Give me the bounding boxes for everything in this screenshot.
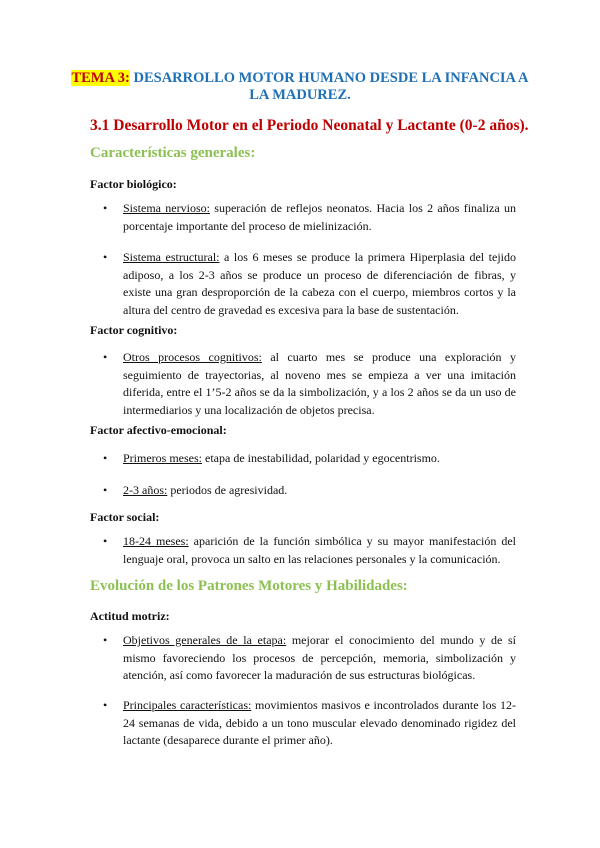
title-highlight: TEMA 3: [71,70,130,86]
bullet: • [103,350,108,364]
section-heading: 3.1 Desarrollo Motor en el Periodo Neonatal y Lactante (0-2 años). [90,117,529,134]
list-item-objetivos-generales [123,632,516,685]
item-term: 2-3 años: [123,483,168,497]
bullet: • [103,201,108,215]
factor-afectivo-heading: Factor afectivo-emocional: [90,423,227,437]
bullet: • [103,250,108,264]
list-item-18-24-meses [123,533,516,568]
factor-social-heading: Factor social: [90,510,160,524]
list-item-2-3-anos [123,482,516,500]
bullet: • [103,633,108,647]
bullet: • [103,451,108,465]
item-text: movimientos masivos e incontrolados durante los 12-24 semanas de vida, debido a un tono muscular elevado denominado rigidez del lactante (desaparece durante el primer año). [123,698,516,747]
item-term: Sistema estructural: [123,250,220,264]
list-item-primeros-meses [123,450,516,468]
document-title [60,70,540,104]
item-term: Primeros meses: [123,451,202,465]
item-term: Objetivos generales de la etapa: [123,633,287,647]
bullet: • [103,534,108,548]
item-text: periodos de agresividad. [167,483,288,497]
item-text: al cuarto mes se produce una exploración y seguimiento de trayectorias, al noveno mes se empieza a ver una imitación diferida, entre el 1’5-2 años se da la simbolización, y a los 2 años se da un uso de intermediarios y una localización de objetos precisa. [123,350,516,417]
item-term: Otros procesos cognitivos: [123,350,262,364]
bullet: • [103,483,108,497]
subheading-evolucion: Evolución de los Patrones Motores y Habilidades: [90,578,408,594]
list-item-principales-caracteristicas [123,697,516,750]
subheading-caracteristicas: Características generales: [90,145,256,161]
list-item-sistema-estructural [123,249,516,319]
list-item-sistema-nervioso [123,200,516,235]
item-text: mejorar el conocimiento del mundo y de sí mismo favoreciendo los procesos de percepción, memoria, simbolización y atención, así como favorecer la maduración de sus estructuras biológicas. [123,633,516,682]
factor-cognitivo-heading: Factor cognitivo: [90,323,178,337]
list-item-procesos-cognitivos [123,349,516,419]
item-text: superación de reflejos neonatos. Hacia los 2 años finaliza un porcentaje importante del proceso de mielinización. [123,201,516,233]
actitud-motriz-heading: Actitud motriz: [90,609,170,623]
item-text: etapa de inestabilidad, polaridad y egocentrismo. [202,451,440,465]
title-rest: DESARROLLO MOTOR HUMANO DESDE LA INFANCIA A LA MADUREZ. [129,70,529,103]
factor-biologico-heading: Factor biológico: [90,177,177,191]
item-text: aparición de la función simbólica y su mayor manifestación del lenguaje oral, provoca un salto en las relaciones personales y la comunicación. [123,534,516,566]
item-text: a los 6 meses se produce la primera Hiperplasia del tejido adiposo, a los 2-3 años se produce un proceso de diferenciación de fibras, y existe una gran desproporción de la cabeza con el cuerpo, miembros cortos y la altura del centro de gravedad es excesiva para la base de sustentación. [123,250,516,317]
item-term: 18-24 meses: [123,534,189,548]
item-term: Principales características: [123,698,252,712]
item-term: Sistema nervioso: [123,201,210,215]
bullet: • [103,698,108,712]
